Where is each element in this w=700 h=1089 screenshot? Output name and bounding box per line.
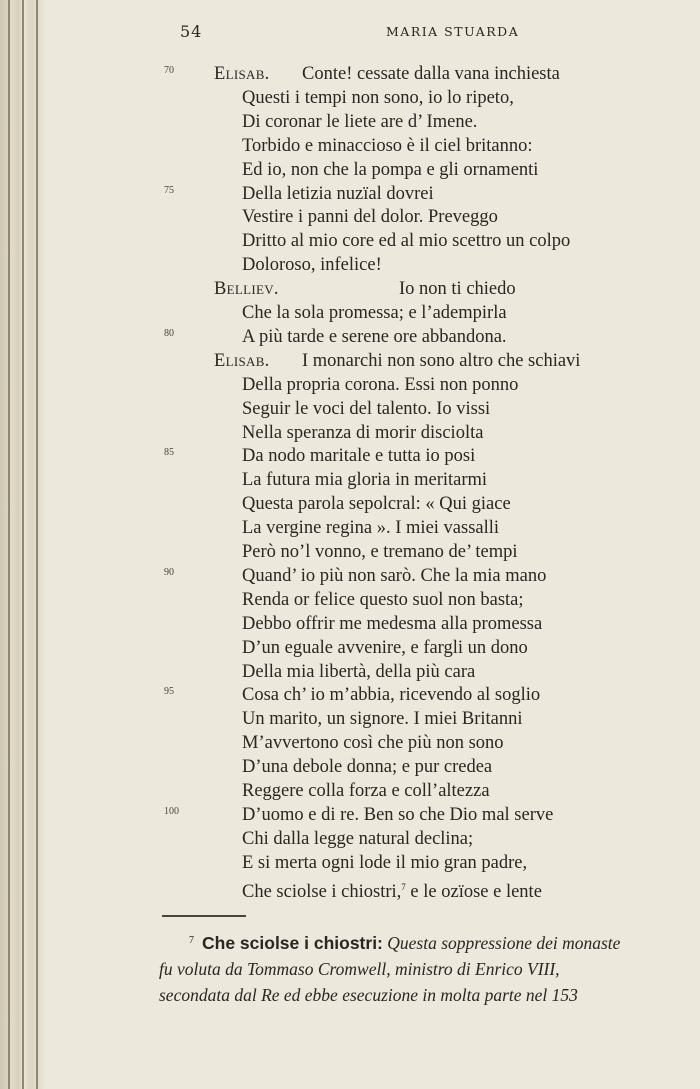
verse-text <box>242 731 504 755</box>
line-number: 80 <box>164 327 174 339</box>
verse-text <box>242 134 533 158</box>
footnote-text: Questa soppressione dei monaste <box>387 933 621 953</box>
footnote-reference: 7 <box>401 881 406 892</box>
verse-text <box>242 851 527 875</box>
verse-line <box>44 588 700 612</box>
verse-text-main: La futura mia gloria in meritarmi <box>242 470 488 491</box>
verse-text-main: Renda or felice questo suol non basta; <box>242 589 524 610</box>
verse-text-main: Questa parola sepolcral: « Qui giace <box>242 494 511 515</box>
verse-text-main: Ed io, non che la pompa e gli ornamenti <box>242 159 539 180</box>
verse-line <box>44 492 700 516</box>
footnote-line <box>159 928 700 956</box>
verse-text <box>242 660 475 684</box>
verse-text <box>242 468 487 492</box>
verse-text-main: E si merta ogni lode il mio gran padre, <box>242 852 528 873</box>
verse-text <box>242 755 492 779</box>
verse-line <box>44 182 700 206</box>
line-number: 90 <box>164 566 174 578</box>
line-number: 85 <box>164 447 174 459</box>
verse-text-main: Cosa ch’ io m’abbia, ricevendo al soglio <box>242 685 541 706</box>
verse-text-main: Conte! cessate dalla vana inchiesta <box>302 64 560 84</box>
verse-text <box>242 612 542 636</box>
book-spine <box>0 0 42 1089</box>
verse-text-main: Quand’ io più non sarò. Che la mia mano <box>242 565 547 586</box>
verse-text-main: I monarchi non sono altro che schiavi <box>302 350 581 371</box>
verse-line <box>44 468 700 492</box>
verse-text-main: Che la sola promessa; e l’adempirla <box>242 303 507 323</box>
verse-line <box>44 707 700 731</box>
verse-text-main: Questi i tempi non sono, io lo ripeto, <box>242 87 514 108</box>
verse-text-main: Io non ti chiedo <box>399 279 516 300</box>
speaker-label: Belliev. <box>214 279 279 300</box>
verse-text-main: Reggere colla forza e coll’altezza <box>242 781 490 801</box>
footnote-rule <box>162 915 246 917</box>
verse-text-after-note: e le ozïose e lente <box>405 881 542 902</box>
verse-text-main: D’un eguale avvenire, e fargli un dono <box>242 637 528 658</box>
verse-line <box>44 325 700 349</box>
verse-line <box>44 397 700 421</box>
verse-text <box>302 349 580 373</box>
speaker-label: Elisab. <box>214 64 270 84</box>
verse-text <box>242 875 542 904</box>
verse-text <box>242 803 553 827</box>
verse-text <box>242 373 518 397</box>
verse-line <box>44 731 700 755</box>
verse-text-main: La vergine regina ». I miei vassalli <box>242 518 500 539</box>
verse-text <box>242 158 538 182</box>
verse-text <box>242 636 528 660</box>
footnote-lemma: Che sciolse i chiostri: <box>202 933 383 953</box>
line-number: 75 <box>164 184 174 196</box>
verse-text-main: Però no’l vonno, e tremano de’ tempi <box>242 542 518 562</box>
verse-line <box>44 875 700 902</box>
verse-line <box>44 349 700 373</box>
spine-edge-line <box>8 0 10 1089</box>
verse-text <box>242 253 382 277</box>
verse-text <box>242 516 499 540</box>
verse-text <box>242 492 511 516</box>
verse-text-main: D’uomo e di re. Ben so che Dio mal serve <box>242 804 554 825</box>
page-header <box>44 22 700 44</box>
page-number: 54 <box>180 22 203 41</box>
line-number: 70 <box>164 65 174 76</box>
verse-line <box>44 636 700 660</box>
verse-line <box>44 444 700 468</box>
footnote-text: secondata dal Re ed ebbe esecuzione in molta parte nel 153 <box>159 985 578 1005</box>
footnote-marker: 7 <box>189 935 194 946</box>
verse-text-main: Della mia libertà, della più cara <box>242 661 476 682</box>
verse-text <box>242 397 490 421</box>
verse-text <box>242 683 540 707</box>
verse-text-main: Nella speranza di morir disciolta <box>242 422 484 443</box>
verse-text <box>242 444 475 468</box>
verse-line <box>44 86 700 110</box>
verse-line <box>44 277 700 301</box>
verse-text <box>242 540 518 564</box>
verse-text <box>242 827 473 851</box>
verse-text-main: Della propria corona. Essi non ponno <box>242 374 519 395</box>
spine-edge-line <box>22 0 24 1089</box>
speaker-label: Elisab. <box>214 350 270 371</box>
verse-line <box>44 540 700 564</box>
verse-line <box>44 683 700 707</box>
verse-text-main: M’avvertono così che più non sono <box>242 733 504 754</box>
verse-text <box>242 707 523 731</box>
verse-text <box>242 301 507 325</box>
verse-text-main: Vestire i panni del dolor. Preveggo <box>242 207 498 228</box>
verse-line <box>44 134 700 158</box>
verse-line <box>44 660 700 684</box>
book-page <box>44 0 700 1089</box>
verse-line <box>44 110 700 134</box>
verse-text <box>242 588 524 612</box>
verse-line <box>44 755 700 779</box>
verse-line <box>44 516 700 540</box>
verse-text <box>242 779 490 803</box>
verse-line <box>44 253 700 277</box>
verse-text-main: D’una debole donna; e pur credea <box>242 757 493 778</box>
footnote-text: fu voluta da Tommaso Cromwell, ministro di Enrico VIII, <box>159 959 560 979</box>
line-number: 100 <box>164 805 179 817</box>
verse-line <box>44 421 700 445</box>
verse-line <box>44 62 700 86</box>
verse-text-main: Debbo offrir me medesma alla promessa <box>242 613 543 634</box>
verse-text-main: Chi dalla legge natural declina; <box>242 828 474 849</box>
verse-line <box>44 158 700 182</box>
verse-line <box>44 851 700 875</box>
verse-line <box>44 229 700 253</box>
verse-line <box>44 205 700 229</box>
verse-text <box>242 182 434 206</box>
verse-text <box>302 62 560 86</box>
verse-text-main: Della letizia nuzïal dovrei <box>242 183 434 204</box>
verse-text-main: Doloroso, infelice! <box>242 255 382 276</box>
verse-text-main: Torbido e minaccioso è il ciel britanno: <box>242 135 533 156</box>
verse-text-main: Seguir le voci del talento. Io vissi <box>242 398 491 419</box>
verse-text <box>242 564 546 588</box>
verse-line <box>44 373 700 397</box>
verse-text-main: Di coronar le liete are d’ Imene. <box>242 111 478 132</box>
spine-edge-line <box>36 0 38 1089</box>
verse-line <box>44 612 700 636</box>
verse-line <box>44 301 700 325</box>
verse-text <box>242 86 514 110</box>
verse-text-main: Da nodo maritale e tutta io posi <box>242 446 476 467</box>
footnote <box>159 928 700 1008</box>
verse-line <box>44 803 700 827</box>
verse-text-main: A più tarde e serene ore abbandona. <box>242 326 507 347</box>
verse-text <box>242 325 507 349</box>
verse-line <box>44 827 700 851</box>
verse-line <box>44 564 700 588</box>
line-number: 95 <box>164 686 174 698</box>
verse-line <box>44 779 700 803</box>
verse-text <box>242 205 498 229</box>
verse-text <box>242 229 570 253</box>
verse-text-main: Un marito, un signore. I miei Britanni <box>242 709 523 730</box>
verse-text-main: Che sciolse i chiostri, <box>242 881 402 902</box>
verse-text <box>242 421 483 445</box>
verse-text <box>399 277 516 301</box>
running-title: MARIA STUARDA <box>386 24 520 39</box>
verse-text-main: Dritto al mio core ed al mio scettro un colpo <box>242 231 571 252</box>
verse-text <box>242 110 477 134</box>
